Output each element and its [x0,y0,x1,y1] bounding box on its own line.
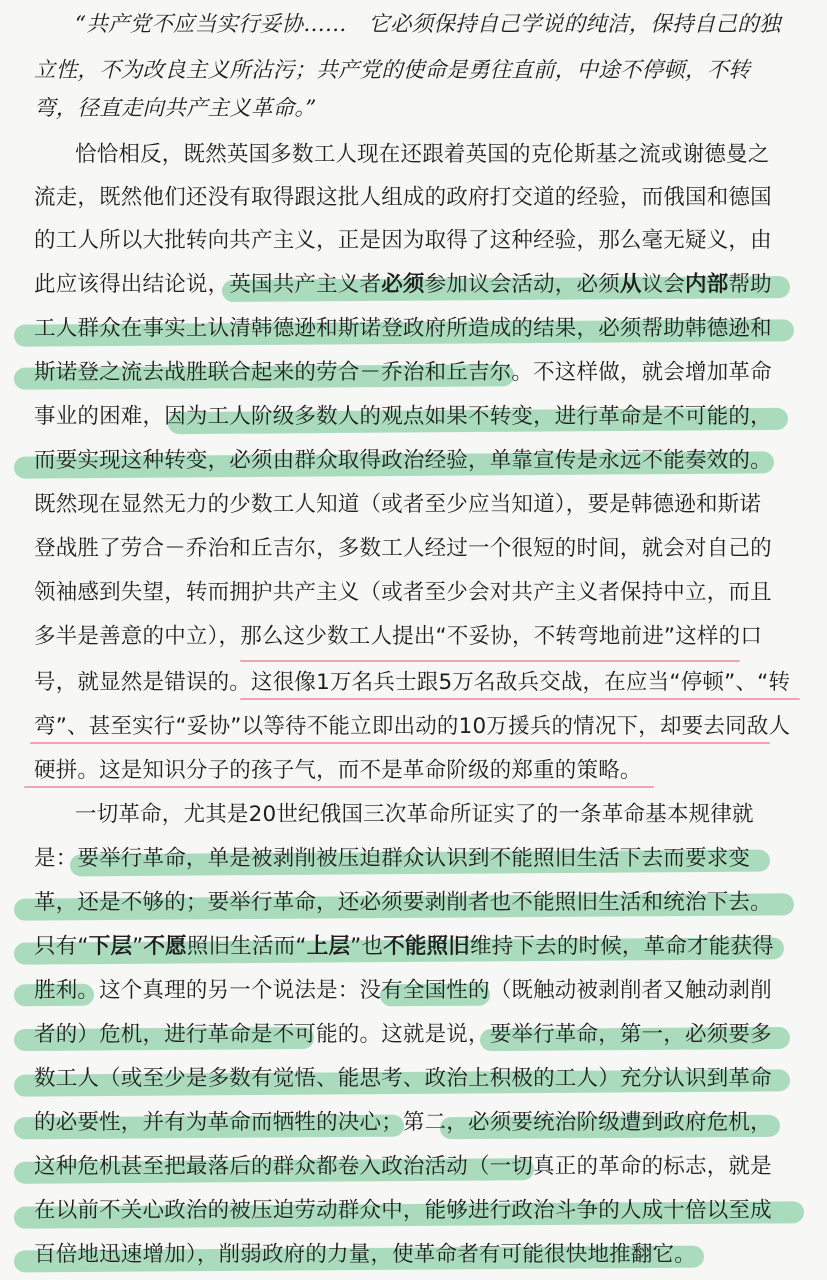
bold-seg: 不愿 [143,934,187,959]
paragraph-text: 多半是善意的中立），那么这少数工人提出“不妥协，不转弯地前进”这样的口 [34,624,763,649]
text-line [0,660,827,706]
bold-seg: 从 [619,272,642,297]
text-line [0,482,827,528]
paragraph-text: 流走，既然他们还没有取得跟这批人组成的政府打交道的经验，而俄国和德国 [34,185,772,210]
seg: 此应该得出结论说，英国共产主义者 [34,272,382,297]
seg: 只有“ [34,934,89,959]
seg: 照旧生活而“ [186,934,307,959]
paragraph-text: 斯诺登之流去战胜联合起来的劳合－乔治和丘吉尔。不这样做，就会增加革命 [34,360,772,385]
text-line [0,438,827,484]
quote-text: 立性，不为改良主义所沾污；共产党的使命是勇往直前，中途不停顿，不转 [34,58,751,83]
paragraph-text: 弯”、甚至实行“妥协”以等待不能立即出动的10万援兵的情况下，却要去同敌人 [34,714,791,739]
paragraph-text: 而要实现这种转变，必须由群众取得政治经验，单靠宣传是永远不能奏效的。 [34,448,772,473]
seg: 帮助 [728,272,772,297]
text-line [0,748,827,794]
text-line [0,704,827,750]
bold-seg: 上层 [306,934,351,959]
seg: 议会 [641,272,686,297]
text-line [0,924,827,970]
paragraph-text: 这种危机甚至把最落后的群众都卷入政治活动（一切真正的革命的标志，就是 [34,1154,772,1179]
quote-line-1 [0,2,827,48]
paragraph-text: 者的）危机，进行革命是不可能的。这就是说，要举行革命，第一，必须要多 [34,1022,772,1047]
text-line [0,526,827,572]
text-line [0,1232,827,1278]
bold-seg: 下层 [88,934,133,959]
bold-seg: 必须 [381,272,425,297]
quote-text: 弯，径直走向共产主义革命。” [34,96,317,121]
bold-seg: 内部 [685,272,729,297]
text-line [0,968,827,1014]
paragraph-text: 登战胜了劳合－乔治和丘吉尔，多数工人经过一个很短的时间，就会对自己的 [34,536,772,561]
paragraph-text: 既然现在显然无力的少数工人知道（或者至少应当知道），要是韩德逊和斯诺 [34,492,762,517]
paragraph-text [34,262,772,308]
text-line [0,132,827,178]
text-line [0,880,827,926]
text-line [0,262,827,308]
text-line [0,306,827,352]
paragraph-text: 革，还是不够的；要举行革命，还必须要剥削者也不能照旧生活和统治下去。 [34,890,772,915]
seg: 参加议会活动，必须 [424,272,620,297]
paragraph-text: 领袖感到失望，转而拥护共产主义（或者至少会对共产主义者保持中立，而且 [34,580,772,605]
paragraph-text: 百倍地迅速增加），削弱政府的力量，使革命者有可能很快地推翻它。 [34,1242,696,1267]
paragraph-text: 硬拼。这是知识分子的孩子气，而不是革命阶级的郑重的策略。 [34,758,642,783]
paragraph-text: 号，就显然是错误的。这很像1万名兵士跟5万名敌兵交战，在应当“停顿”、“转 [34,670,791,695]
seg: 维持下去的时候，革命才能获得 [470,934,774,959]
quote-text: “共产党不应当实行妥协…… 它必须保持自己学说的纯洁，保持自己的独 [75,12,781,37]
text-line [0,350,827,396]
paragraph-text: 恰恰相反，既然英国多数工人现在还跟着英国的克伦斯基之流或谢德曼之 [75,142,770,167]
paragraph-text: 一切革命，尤其是20世纪俄国三次革命所证实了的一条革命基本规律就 [75,802,754,827]
paragraph-text: 在以前不关心政治的被压迫劳动群众中，能够进行政治斗争的人成十倍以至成 [34,1198,772,1223]
paragraph-text: 事业的困难，因为工人阶级多数人的观点如果不转变，进行革命是不可能的， [34,404,772,429]
text-line [0,570,827,616]
text-line [0,175,827,221]
paragraph-text: 数工人（或至少是多数有觉悟、能思考、政治上积极的工人）充分认识到革命 [34,1066,772,1091]
seg: ” [132,934,144,959]
seg: ”也 [350,934,384,959]
bold-seg: 不能照旧 [383,934,471,959]
text-line [0,614,827,660]
text-line [0,1056,827,1102]
paragraph-text: 的必要性，并有为革命而牺牲的决心；第二，必须要统治阶级遭到政府危机， [34,1110,772,1135]
text-line [0,394,827,440]
text-line [0,1188,827,1234]
text-line [0,1012,827,1058]
paragraph-text: 的工人所以大批转向共产主义，正是因为取得了这种经验，那么毫无疑义，由 [34,228,772,253]
text-line [0,218,827,264]
text-line [0,836,827,882]
paragraph-text: 是：要举行革命，单是被剥削被压迫群众认识到不能照旧生活下去而要求变 [34,846,751,871]
paragraph-text: 工人群众在事实上认清韩德逊和斯诺登政府所造成的结果，必须帮助韩德逊和 [34,316,772,341]
text-line [0,792,827,838]
paragraph-text: 胜利。这个真理的另一个说法是：没有全国性的（既触动被剥削者又触动剥削 [34,978,772,1003]
paragraph-text [34,924,774,970]
text-line [0,1144,827,1190]
text-line [0,1100,827,1146]
